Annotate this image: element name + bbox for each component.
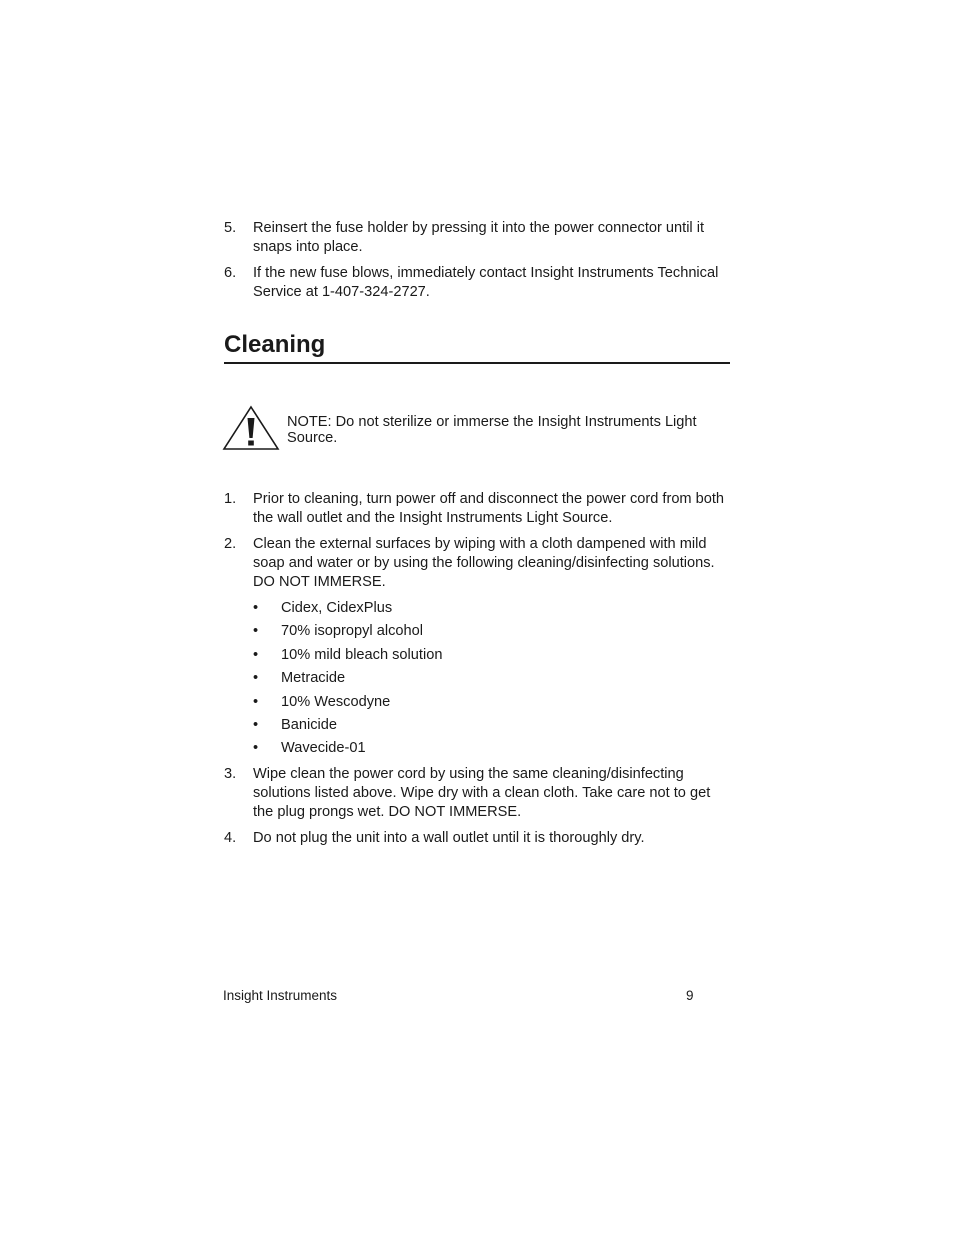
solution-name: 10% mild bleach solution	[281, 646, 443, 663]
list-item	[224, 219, 730, 257]
list-item	[253, 599, 730, 618]
solution-name: 70% isopropyl alcohol	[281, 623, 423, 640]
step-text: Clean the external surfaces by wiping with a cloth dampened with mild soap and water or by using the following cleaning/disinfecting solutions. DO NOT IMMERSE.	[253, 536, 715, 590]
list-item	[253, 739, 730, 758]
step-text: Prior to cleaning, turn power off and disconnect the power cord from both the wall outlet and the Insight Instruments Light Source.	[253, 491, 725, 526]
bullet: •	[253, 693, 259, 710]
section-title: Cleaning	[224, 329, 730, 364]
list-item	[253, 716, 730, 735]
bullet: •	[253, 670, 259, 687]
warning-exclamation-icon	[222, 405, 282, 451]
list-item	[253, 669, 730, 688]
solutions-list	[253, 599, 730, 758]
step-text: Wipe clean the power cord by using the same cleaning/disinfecting solutions listed above. Wipe dry with a clean cloth. Take care not to get the plug prongs wet. DO NOT IMMERSE.	[253, 766, 711, 821]
list-item	[253, 622, 730, 641]
list-item	[224, 264, 730, 302]
solution-name: Cidex, CidexPlus	[281, 600, 393, 616]
bullet: •	[253, 740, 259, 757]
note-box	[222, 405, 730, 451]
list-item	[224, 535, 730, 758]
bullet: •	[253, 716, 259, 733]
step-text: Reinsert the fuse holder by pressing it into the power connector until it snaps into place.	[253, 220, 705, 255]
bullet: •	[253, 646, 259, 663]
step-number: 4.	[224, 830, 237, 847]
note-text: NOTE: Do not sterilize or immerse the Insight Instruments Light Source.	[287, 414, 697, 446]
page-number: 9	[686, 988, 694, 1003]
list-item	[253, 646, 730, 665]
step-number: 5.	[224, 220, 237, 236]
list-item	[224, 829, 730, 848]
step-number: 3.	[224, 766, 237, 783]
list-item	[224, 490, 730, 528]
step-text: Do not plug the unit into a wall outlet until it is thoroughly dry.	[253, 830, 645, 847]
step-number: 2.	[224, 536, 237, 552]
list-item	[224, 765, 730, 822]
fuse-steps-list	[224, 219, 730, 309]
footer-company-name: Insight Instruments	[223, 988, 338, 1003]
step-number: 1.	[224, 491, 237, 507]
solution-name: Banicide	[281, 716, 337, 733]
bullet: •	[253, 600, 259, 616]
solution-name: Metracide	[281, 670, 346, 687]
step-number: 6.	[224, 265, 237, 281]
list-item	[253, 693, 730, 712]
bullet: •	[253, 623, 259, 640]
step-text: If the new fuse blows, immediately contact Insight Instruments Technical Service at 1-407-324-2727.	[253, 265, 719, 300]
solution-name: Wavecide-01	[281, 740, 366, 757]
cleaning-steps-list	[224, 490, 730, 855]
solution-name: 10% Wescodyne	[281, 693, 391, 710]
